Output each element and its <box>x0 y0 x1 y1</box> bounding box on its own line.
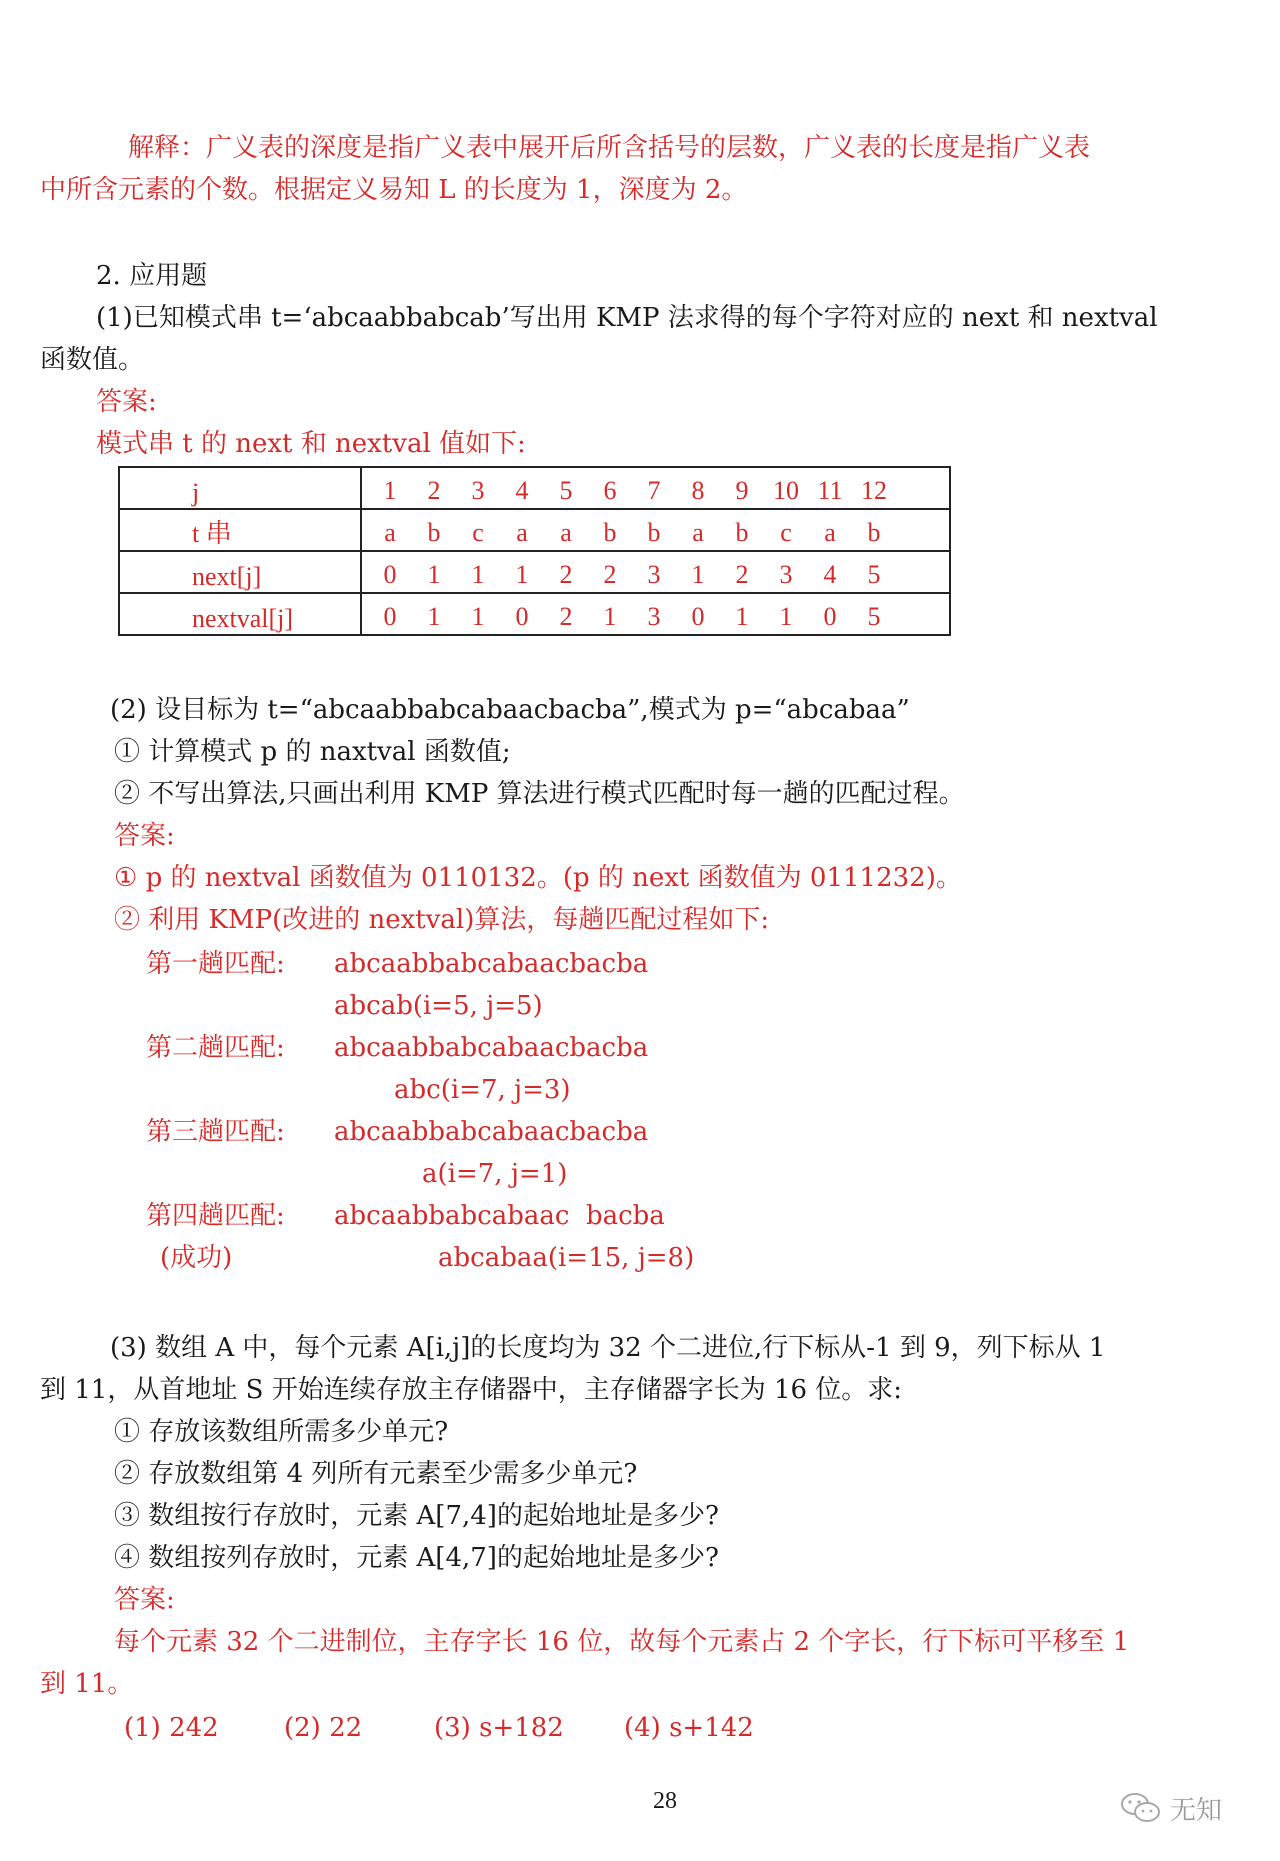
table-cell: 3 <box>647 560 661 589</box>
table-cell: a <box>560 518 572 547</box>
table-cell: a <box>824 518 836 547</box>
q3-item-4: ④ 数组按列存放时，元素 A[4,7]的起始地址是多少? <box>114 1543 719 1573</box>
table-cell: 1 <box>427 560 441 589</box>
table-cell: 4 <box>823 560 837 589</box>
table-row <box>119 509 950 551</box>
table-cell: 2 <box>603 560 617 589</box>
table-cell: b <box>603 518 617 547</box>
q3-item-1: ① 存放该数组所需多少单元? <box>114 1417 449 1447</box>
pass-1-match: abcab(i=5, j=5) <box>334 991 543 1021</box>
pass-4-match: abcabaa(i=15, j=8) <box>438 1243 695 1273</box>
watermark-text: 无知 <box>1170 1795 1223 1826</box>
q3-item-2: ② 存放数组第 4 列所有元素至少需多少单元? <box>114 1459 638 1489</box>
pass-4-label: 第四趟匹配: <box>146 1201 285 1231</box>
q3-answer-line-2: 到 11。 <box>40 1669 134 1699</box>
q2-item-2: ② 不写出算法,只画出利用 KMP 算法进行模式匹配时每一趟的匹配过程。 <box>114 779 965 809</box>
table-cell: 2 <box>735 560 749 589</box>
table-cell: 0 <box>383 560 397 589</box>
watermark <box>1120 1788 1222 1828</box>
explanation-line-1: 解释：广义表的深度是指广义表中展开后所含括号的层数，广义表的长度是指广义表 <box>128 133 1091 163</box>
table-cell: 2 <box>559 560 573 589</box>
q3-result-1: (1) 242 <box>124 1713 219 1743</box>
q2-answer-2: ② 利用 KMP(改进的 nextval)算法，每趟匹配过程如下: <box>114 905 770 935</box>
q1-answer-label: 答案: <box>96 387 157 417</box>
explanation-line-2: 中所含元素的个数。根据定义易知 L 的长度为 1，深度为 2。 <box>40 175 748 205</box>
table-cell: 0 <box>515 602 529 631</box>
kmp-table <box>118 466 951 636</box>
q2-text-line-1: (2) 设目标为 t=“abcaabbabcabaacbacba”,模式为 p=“abcabaa” <box>110 695 910 725</box>
pass-2-target: abcaabbabcabaacbacba <box>334 1033 649 1063</box>
table-cell: 1 <box>471 602 485 631</box>
table-cell: 12 <box>861 476 887 505</box>
table-cell: 3 <box>471 476 485 505</box>
table-cell: 7 <box>647 476 661 505</box>
table-cell: 3 <box>647 602 661 631</box>
q3-answer-label: 答案: <box>114 1585 175 1615</box>
table-row <box>119 467 950 509</box>
table-cell: 1 <box>515 560 529 589</box>
section-title: 2. 应用题 <box>96 261 208 291</box>
table-cell: 5 <box>559 476 573 505</box>
table-cell: a <box>516 518 528 547</box>
pass-3-target: abcaabbabcabaacbacba <box>334 1117 649 1147</box>
table-cell: 9 <box>735 476 749 505</box>
q1-text-line-1: (1)已知模式串 t=‘abcaabbabcab’写出用 KMP 法求得的每个字符对应的 next 和 nextval <box>96 303 1158 333</box>
table-cell: 8 <box>691 476 705 505</box>
table-cell: 1 <box>383 476 397 505</box>
table-cell: 1 <box>779 602 793 631</box>
table-cell: 0 <box>383 602 397 631</box>
q2-answer-label: 答案: <box>114 821 175 851</box>
table-cell: b <box>867 518 881 547</box>
pass-4-target: abcaabbabcabaac bacba <box>334 1201 665 1231</box>
row-label-nextval: nextval[j] <box>119 593 361 635</box>
q2-answer-1: ① p 的 nextval 函数值为 0110132。(p 的 next 函数值为 0111232)。 <box>114 863 962 893</box>
table-cell: b <box>427 518 441 547</box>
table-cell: 10 <box>773 476 799 505</box>
q3-answer-line-1: 每个元素 32 个二进制位，主存字长 16 位，故每个元素占 2 个字长，行下标可平移至 1 <box>114 1627 1130 1657</box>
table-cell: c <box>780 518 792 547</box>
row-values <box>361 467 950 509</box>
row-values <box>361 551 950 593</box>
table-cell: 3 <box>779 560 793 589</box>
table-cell: 1 <box>691 560 705 589</box>
row-label-next: next[j] <box>119 551 361 593</box>
table-cell: 0 <box>823 602 837 631</box>
pass-3-match: a(i=7, j=1) <box>422 1159 568 1189</box>
row-label-j: j <box>119 467 361 509</box>
q3-item-3: ③ 数组按行存放时，元素 A[7,4]的起始地址是多少? <box>114 1501 719 1531</box>
q3-result-4: (4) s+142 <box>624 1713 754 1743</box>
row-label-t: t 串 <box>119 509 361 551</box>
pass-2-label: 第二趟匹配: <box>146 1033 285 1063</box>
table-cell: a <box>692 518 704 547</box>
table-cell: 6 <box>603 476 617 505</box>
table-cell: 1 <box>735 602 749 631</box>
table-cell: c <box>472 518 484 547</box>
table-cell: 1 <box>603 602 617 631</box>
row-values <box>361 593 950 635</box>
table-cell: b <box>647 518 661 547</box>
q3-result-2: (2) 22 <box>284 1713 363 1743</box>
table-cell: 0 <box>691 602 705 631</box>
row-values <box>361 509 950 551</box>
q1-text-line-2: 函数值。 <box>40 345 145 375</box>
pass-4-success: (成功) <box>160 1243 233 1273</box>
wechat-icon <box>1120 1791 1162 1825</box>
table-cell: 2 <box>559 602 573 631</box>
table-cell: 11 <box>817 476 843 505</box>
table-cell: 5 <box>867 560 881 589</box>
table-cell: 1 <box>471 560 485 589</box>
page-number: 28 <box>653 1788 677 1814</box>
table-row <box>119 593 950 635</box>
pass-1-label: 第一趟匹配: <box>146 949 285 979</box>
table-cell: 2 <box>427 476 441 505</box>
q3-result-3: (3) s+182 <box>434 1713 564 1743</box>
pass-3-label: 第三趟匹配: <box>146 1117 285 1147</box>
table-cell: 5 <box>867 602 881 631</box>
table-cell: b <box>735 518 749 547</box>
pass-2-match: abc(i=7, j=3) <box>394 1075 571 1105</box>
pass-1-target: abcaabbabcabaacbacba <box>334 949 649 979</box>
table-cell: 1 <box>427 602 441 631</box>
table-cell: a <box>384 518 396 547</box>
q1-answer-intro: 模式串 t 的 next 和 nextval 值如下: <box>96 429 526 459</box>
q2-item-1: ① 计算模式 p 的 naxtval 函数值; <box>114 737 511 767</box>
q3-text-line-2: 到 11，从首地址 S 开始连续存放主存储器中，主存储器字长为 16 位。求: <box>40 1375 903 1405</box>
table-cell: 4 <box>515 476 529 505</box>
table-row <box>119 551 950 593</box>
q3-text-line-1: (3) 数组 A 中，每个元素 A[i,j]的长度均为 32 个二进位,行下标从-1 到 9，列下标从 1 <box>110 1333 1106 1363</box>
